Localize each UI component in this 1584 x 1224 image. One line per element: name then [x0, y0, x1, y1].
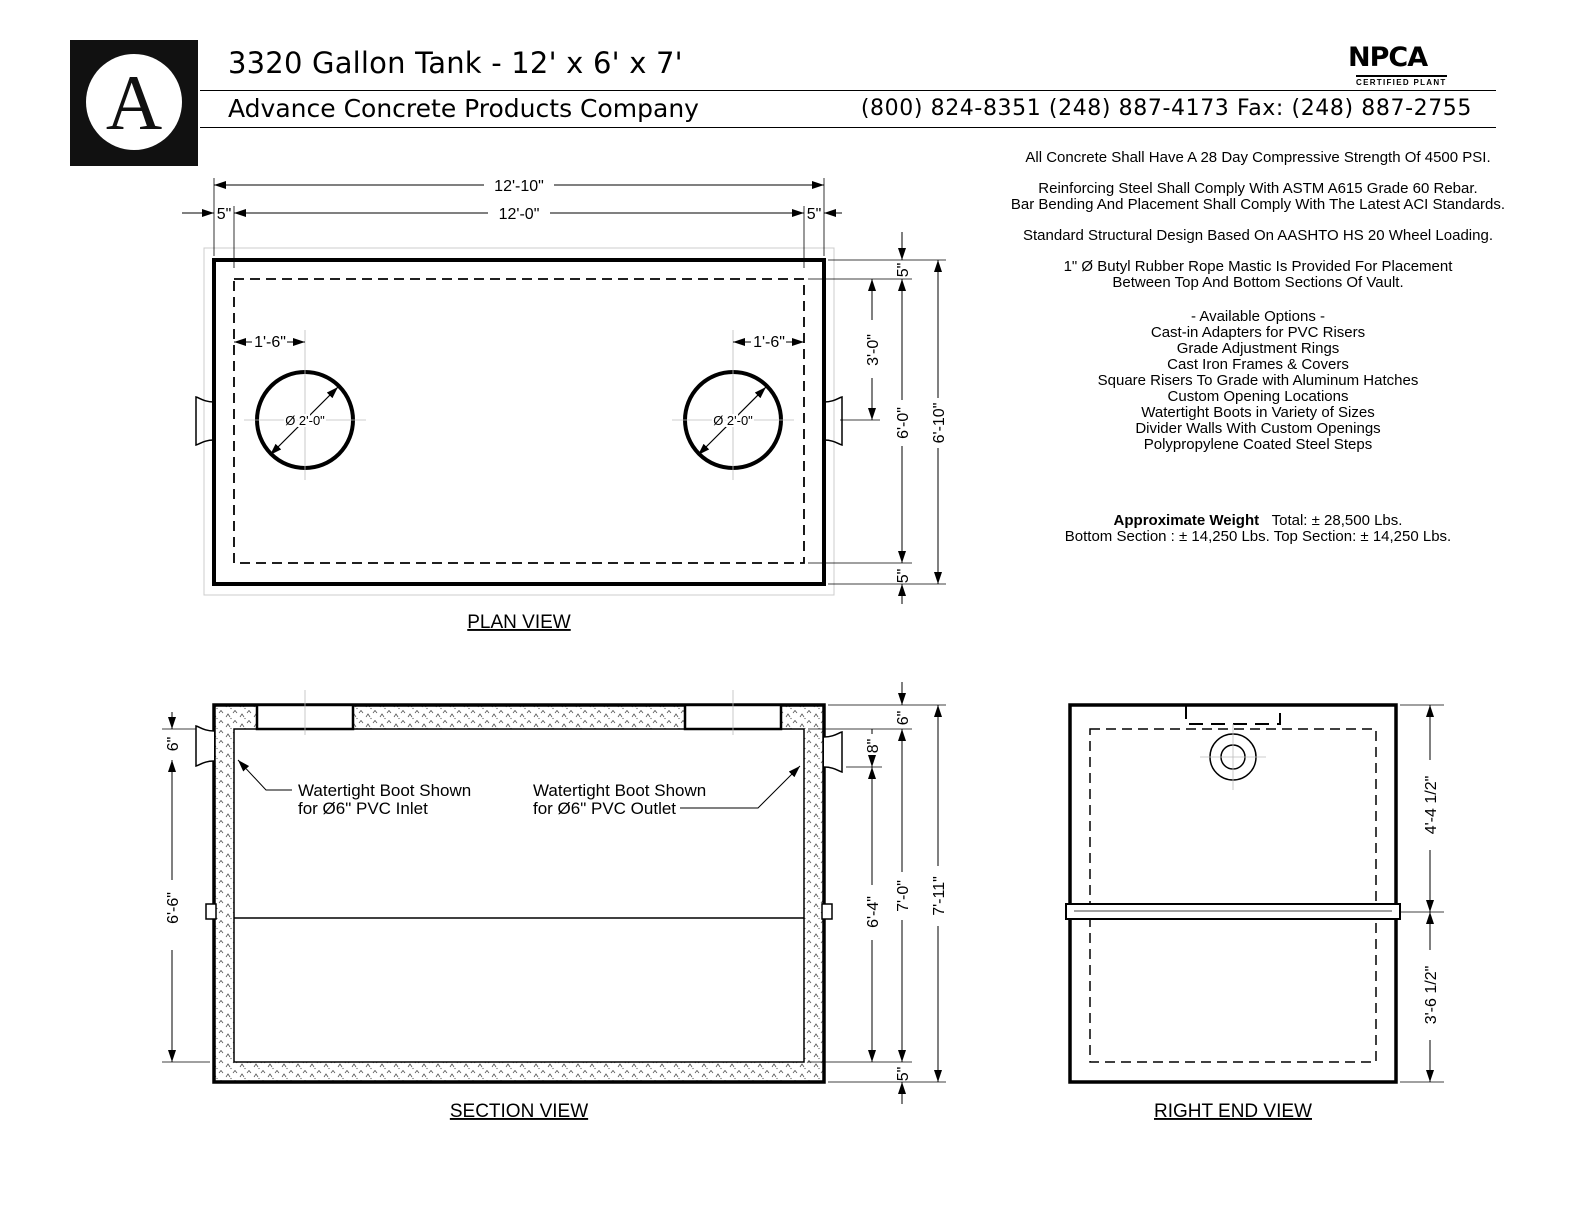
plan-dia-left-label: Ø 2'-0": [285, 413, 325, 428]
plan-wall-bottom: 5": [895, 568, 912, 584]
plan-offset-left: 1'-6": [254, 334, 286, 351]
end-view-title: RIGHT END VIEW: [1154, 1101, 1312, 1122]
section-outlet-invert: 6'-4": [865, 896, 882, 928]
plan-view: [182, 178, 948, 633]
section-view: [162, 682, 948, 1122]
option-item: Square Risers To Grade with Aluminum Hatches: [1097, 372, 1419, 389]
note-steel: Reinforcing Steel Shall Comply With ASTM A615 Grade 60 Rebar.: [1038, 180, 1478, 197]
section-joint-key-right: [822, 904, 832, 919]
plan-inside-width: 6'-0": [895, 407, 912, 439]
note-concrete: All Concrete Shall Have A 28 Day Compressive Strength Of 4500 PSI.: [1025, 149, 1491, 166]
option-item: Grade Adjustment Rings: [1176, 340, 1340, 357]
inlet-note-line2: for Ø6" PVC Inlet: [298, 799, 428, 818]
section-inlet-boot: [196, 726, 214, 766]
option-item: Cast Iron Frames & Covers: [1167, 356, 1349, 373]
section-invert-height: 6'-6": [165, 892, 182, 924]
section-overall-height: 7'-11": [931, 876, 948, 916]
option-item: Watertight Boots in Variety of Sizes: [1141, 404, 1375, 421]
plan-inlet-boot: [196, 397, 214, 445]
outlet-note-line2: for Ø6" PVC Outlet: [533, 799, 677, 818]
inlet-callout-leader: [238, 760, 292, 790]
note-aashto: Standard Structural Design Based On AASHTO HS 20 Wheel Loading.: [1023, 227, 1493, 244]
plan-wall-right: 5": [806, 206, 822, 223]
drawing-title: 3320 Gallon Tank - 12' x 6' x 7': [228, 46, 683, 80]
section-outer-wall: [214, 705, 824, 1082]
plan-outlet-boot: [824, 397, 842, 445]
section-view-title: SECTION VIEW: [449, 1101, 589, 1122]
company-name: Advance Concrete Products Company: [228, 94, 699, 123]
end-opening: [1186, 705, 1280, 724]
npca-badge-sub: CERTIFIED PLANT: [1356, 75, 1447, 87]
plan-wall-top: 5": [895, 262, 912, 278]
outlet-note-line1: Watertight Boot Shown: [533, 781, 707, 800]
plan-inside-length: 12'-0": [498, 206, 540, 223]
end-joint: [1066, 904, 1400, 919]
weight-label: Approximate Weight: [1113, 512, 1260, 529]
note-mastic-2: Between Top And Bottom Sections Of Vault.: [1112, 274, 1404, 291]
contact-phones: (800) 824-8351 (248) 887-4173 Fax: (248) 887-2755: [860, 96, 1472, 121]
plan-dia-right-label: Ø 2'-0": [713, 413, 753, 428]
section-inside-height: 7'-0": [895, 880, 912, 912]
option-item: Divider Walls With Custom Openings: [1135, 420, 1381, 437]
section-joint-key-left: [206, 904, 216, 919]
plan-overall-width: 6'-10": [931, 402, 948, 444]
plan-offset-right: 1'-6": [753, 334, 785, 351]
option-item: Custom Opening Locations: [1167, 388, 1349, 405]
plan-view-title: PLAN VIEW: [467, 612, 571, 633]
section-concrete-fill: [214, 705, 824, 1082]
section-lid-thickness: 6": [895, 710, 912, 726]
plan-overall-length: 12'-10": [494, 178, 544, 195]
plan-half-width: 3'-0": [865, 334, 882, 366]
note-bending: Bar Bending And Placement Shall Comply With The Latest ACI Standards.: [1010, 196, 1506, 213]
section-inlet-drop: 8": [865, 738, 882, 754]
npca-badge-main: NPCA: [1348, 42, 1428, 73]
section-inner-wall: [234, 729, 804, 1062]
options-heading: - Available Options -: [1191, 308, 1325, 325]
right-end-view: [1066, 705, 1444, 1122]
section-floor-thickness: 5": [895, 1066, 912, 1082]
inlet-note-line1: Watertight Boot Shown: [298, 781, 472, 800]
end-bottom-section-height: 3'-6 1/2": [1423, 965, 1440, 1025]
section-outlet-boot: [824, 732, 842, 772]
option-item: Polypropylene Coated Steel Steps: [1143, 436, 1373, 453]
note-mastic: 1" Ø Butyl Rubber Rope Mastic Is Provided For Placement: [1063, 258, 1453, 275]
logo-letter: A: [86, 54, 182, 150]
option-item: Cast-in Adapters for PVC Risers: [1150, 324, 1366, 341]
section-inlet-height: 6": [165, 736, 182, 752]
plan-wall-left: 5": [216, 206, 232, 223]
weight-sections: Bottom Section : ± 14,250 Lbs. Top Section: ± 14,250 Lbs.: [1064, 528, 1452, 545]
end-top-section-height: 4'-4 1/2": [1423, 775, 1440, 835]
weight-total: Total: ± 28,500 Lbs.: [1271, 512, 1403, 529]
